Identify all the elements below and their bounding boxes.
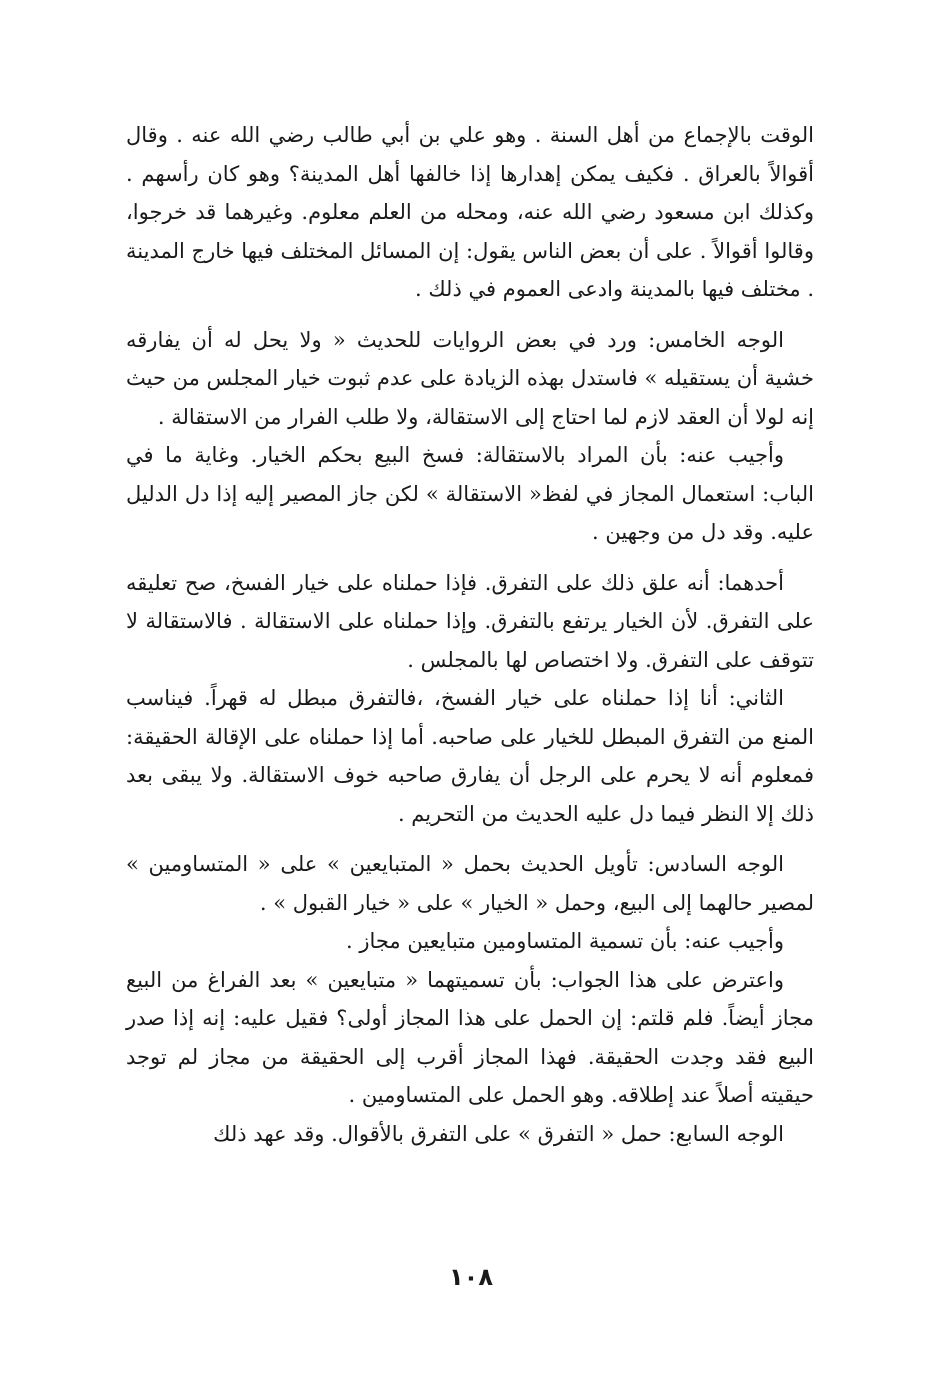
paragraph-4: أحدهما: أنه علق ذلك على التفرق. فإذا حملناه على خيار الفسخ، صح تعليقه على التفرق. لأن الخيار يرتفع بالتفرق. وإذا حملناه على الاستقالة . فالاستقالة لا تتوقف على التفرق. ولا اختصاص لها بالمجلس . <box>126 570 814 672</box>
paragraph-8: واعترض على هذا الجواب: بأن تسميتهما « متبايعين » بعد الفراغ من البيع مجاز أيضاً. فلم قلتم: إن الحمل على هذا المجاز أولى؟ فقيل عليه: إنه إذا صدر البيع فقد وجدت الحقيقة. فهذا المجاز أقرب إلى الحقيقة من مجاز لم توجد حيقيته أصلاً عند إطلاقه. وهو الحمل على المتساومين . <box>126 967 814 1107</box>
page-number: ١٠٨ <box>449 1263 493 1291</box>
paragraph-9: الوجه السابع: حمل « التفرق » على التفرق بالأقوال. وقد عهد ذلك <box>213 1121 784 1146</box>
paragraph-1: الوقت بالإجماع من أهل السنة . وهو علي بن أبي طالب رضي الله عنه . وقال أقوالاً بالعراق . فكيف يمكن إهدارها إذا خالفها أهل المدينة؟ وهو كان رأسهم . وكذلك ابن مسعود رضي الله عنه، ومحله من العلم معلوم. وغيرهما قد خرجوا، وقالوا أقوالاً . على أن بعض الناس يقول: إن المسائل المختلف فيها خارج المدينة . مختلف فيها بالمدينة وادعى العموم في ذلك . <box>126 123 814 301</box>
paragraph-5: الثاني: أنا إذا حملناه على خيار الفسخ، ،فالتفرق مبطل له قهراً. فيناسب المنع من التفرق المبطل للخيار على صاحبه. أما إذا حملناه على الإقالة الحقيقة: فمعلوم أنه لا يحرم على الرجل أن يفارق صاحبه خوف الاستقالة. ولا يبقى بعد ذلك إلا النظر فيما دل عليه الحديث من التحريم . <box>126 686 814 826</box>
paragraph-7: وأجيب عنه: بأن تسمية المتساومين متبايعين مجاز . <box>345 929 784 953</box>
paragraph-2: الوجه الخامس: ورد في بعض الروايات للحديث « ولا يحل له أن يفارقه خشية أن يستقيله » فاستدل بهذه الزيادة على عدم ثبوت خيار المجلس من حيث إنه لولا أن العقد لازم لما احتاج إلى الاستقالة، ولا طلب الفرار من الاستقالة . <box>126 327 814 429</box>
paragraph-3: وأجيب عنه: بأن المراد بالاستقالة: فسخ البيع بحكم الخيار. وغاية ما في الباب: استعمال المجاز في لفظ« الاستقالة » لكن جاز المصير إليه إذا دل الدليل عليه. وقد دل من وجهين . <box>126 443 814 544</box>
page-body-text <box>126 116 814 1153</box>
paragraph-6: الوجه السادس: تأويل الحديث بحمل « المتبايعين » على « المتساومين » لمصير حالهما إلى البيع، وحمل « الخيار » على « خيار القبول » . <box>126 852 814 915</box>
